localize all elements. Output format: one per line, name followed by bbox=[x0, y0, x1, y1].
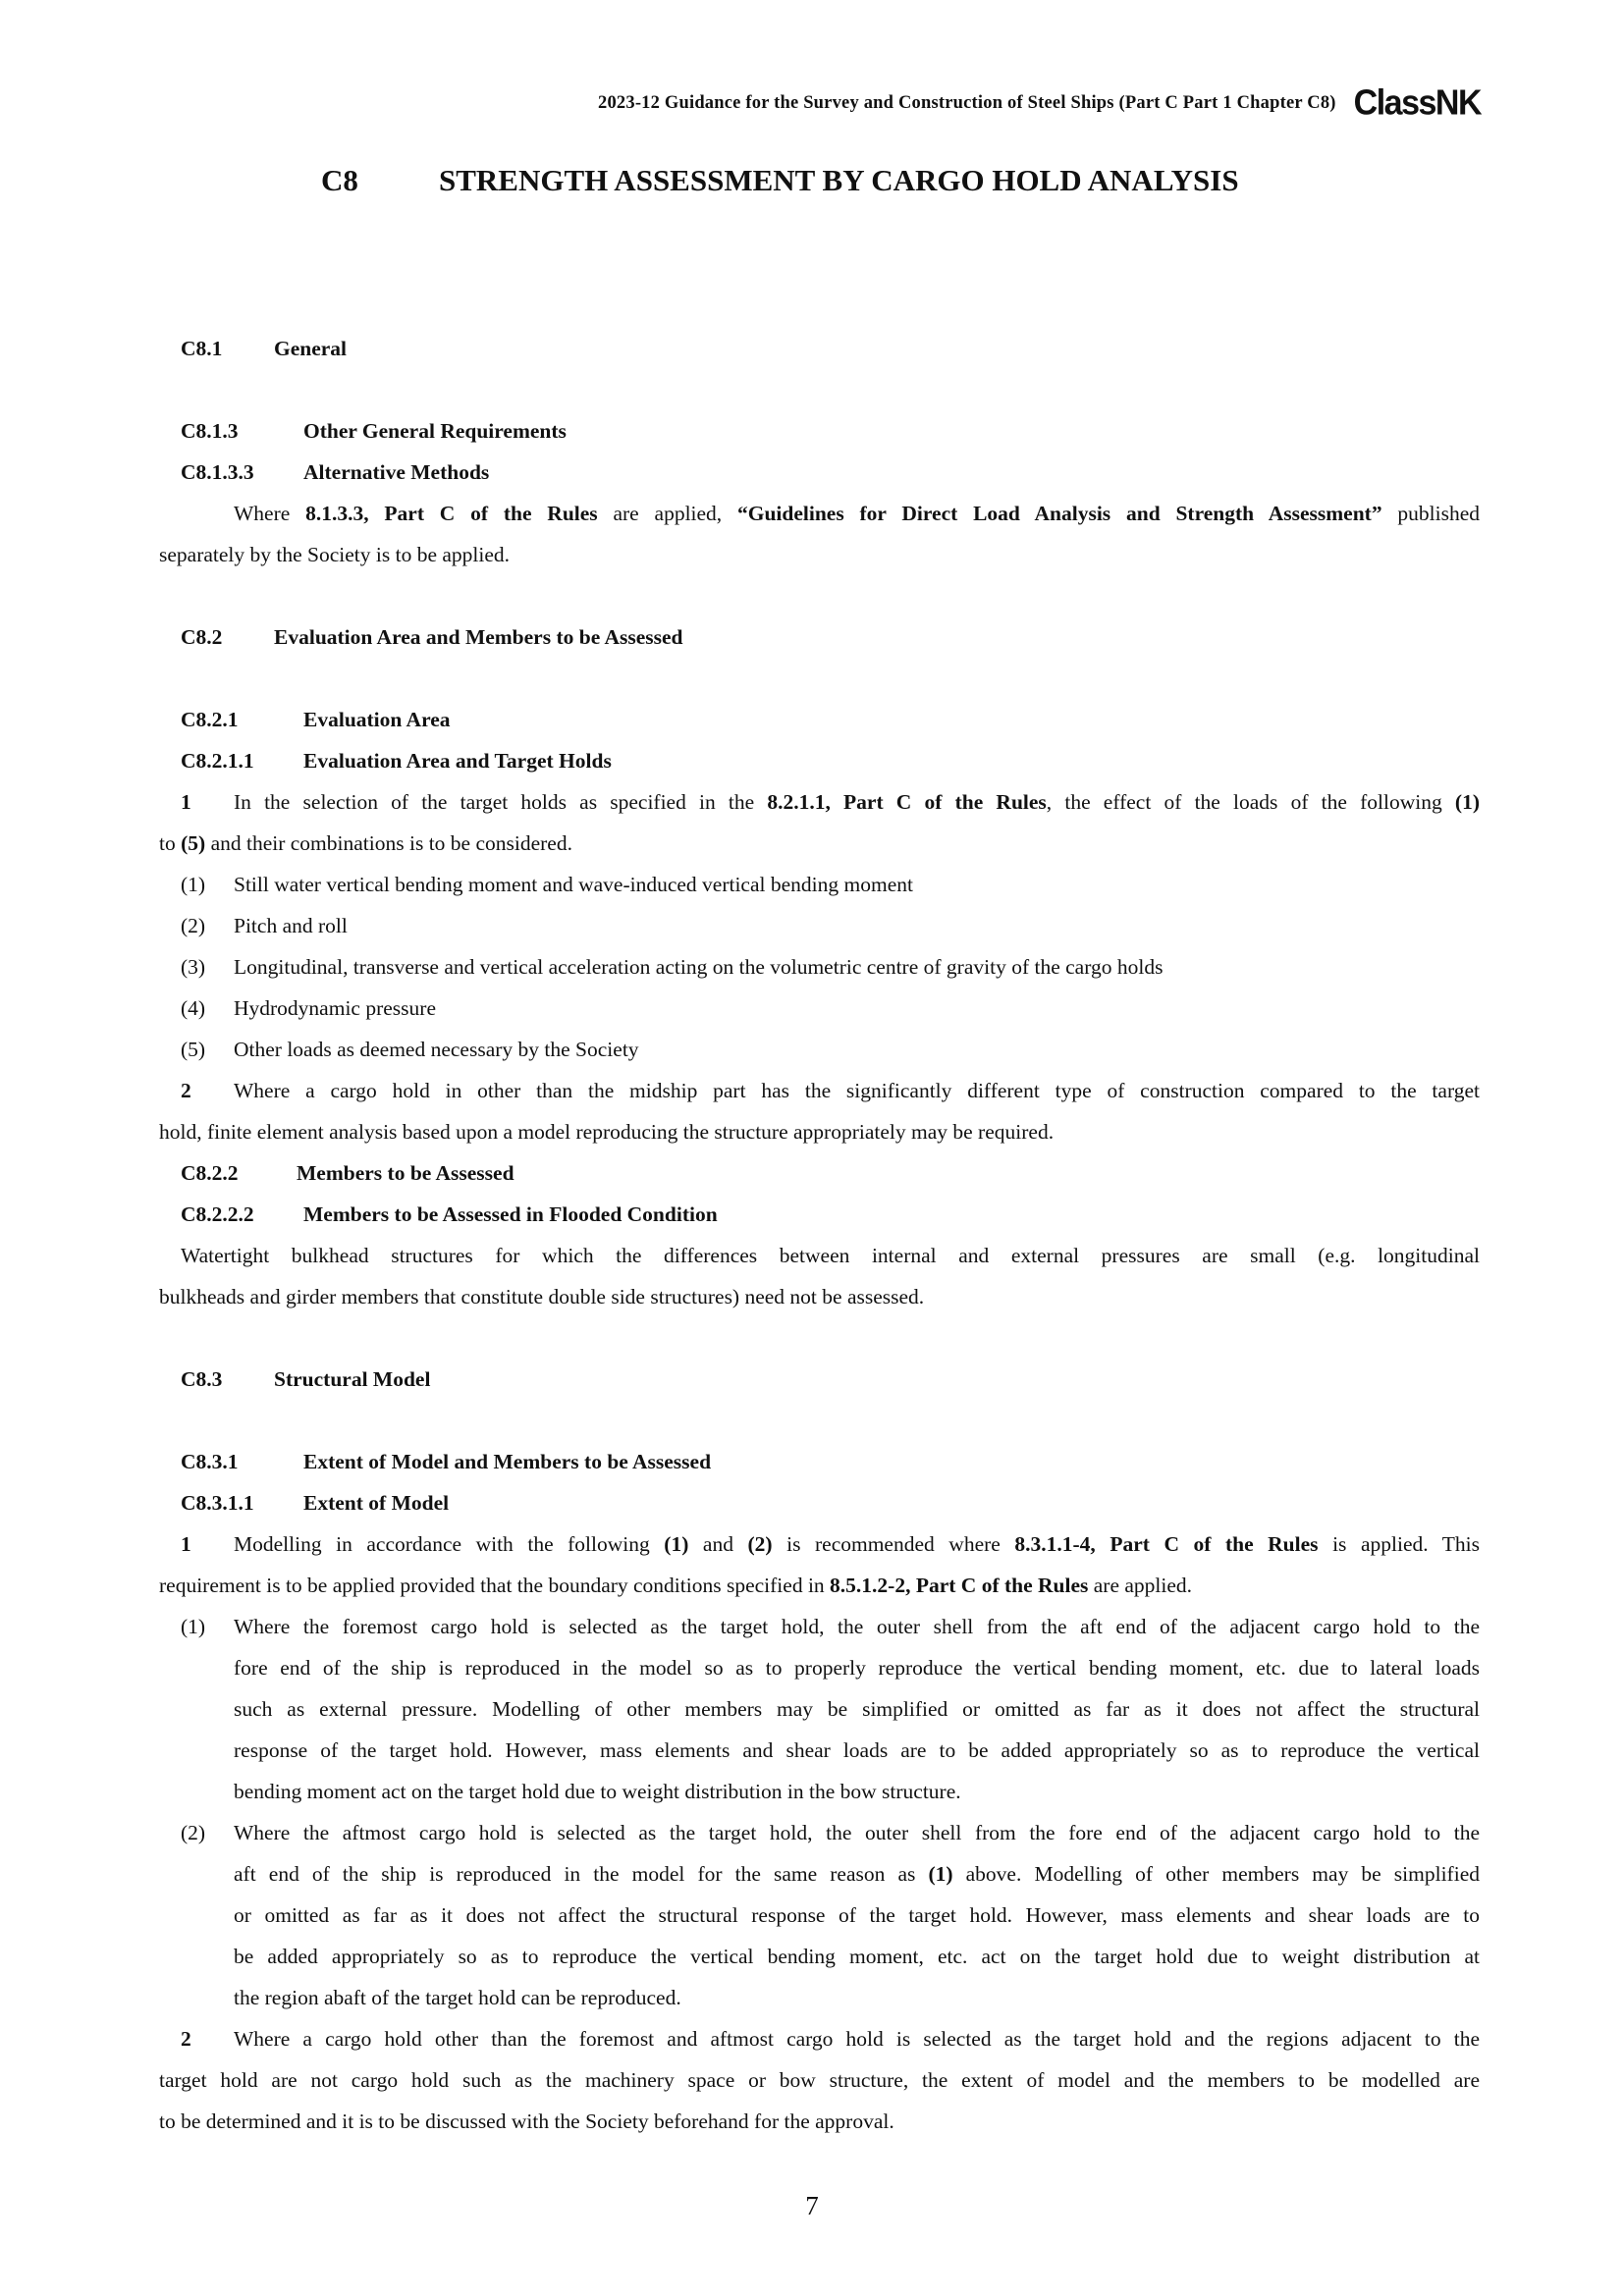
section-number: C8.1 bbox=[181, 337, 223, 360]
section-number: C8.3.1 bbox=[181, 1450, 239, 1473]
list-item-line: fore end of the ship is reproduced in the model so as to properly reproduce the vertical bending moment, etc. due to lateral loads bbox=[234, 1656, 1480, 1680]
section-heading-c8-2-2 bbox=[181, 1159, 1501, 1187]
section-title: Evaluation Area and Target Holds bbox=[303, 749, 612, 773]
list-item-line: or omitted as far as it does not affect the structural response of the target hold. However, mass elements and shear loads are to bbox=[234, 1903, 1480, 1927]
list-item: (4) Hydrodynamic pressure bbox=[181, 996, 436, 1020]
section-heading-c8-1-3-3 bbox=[181, 458, 1501, 486]
section-number: C8.2.1 bbox=[181, 708, 239, 731]
section-title: Members to be Assessed in Flooded Condition bbox=[303, 1202, 718, 1226]
list-item-line: bending moment act on the target hold due to weight distribution in the bow structure. bbox=[234, 1780, 961, 1803]
running-header bbox=[598, 84, 1481, 123]
chapter-title bbox=[0, 163, 1624, 206]
running-title: 2023-12 Guidance for the Survey and Construction of Steel Ships (Part C Part 1 Chapter C8) bbox=[598, 93, 1336, 113]
list-item-line: the region abaft of the target hold can be reproduced. bbox=[234, 1986, 681, 2009]
list-item: (3) Longitudinal, transverse and vertical acceleration acting on the volumetric centre of gravity of the cargo holds bbox=[181, 955, 1164, 979]
paragraph-line: Watertight bulkhead structures for which the differences between internal and external pressures are small (e.g. longitudinal bbox=[181, 1244, 1480, 1267]
section-heading-c8-2-1-1 bbox=[181, 747, 1501, 774]
list-item-number: (2) bbox=[181, 1821, 206, 1844]
paragraph-line: Where a cargo hold in other than the midship part has the significantly different type of construction compared to the target bbox=[234, 1079, 1480, 1102]
paragraph-number: 1 bbox=[181, 1532, 191, 1556]
section-number: C8.1.3.3 bbox=[181, 460, 254, 484]
section-number: C8.2.2 bbox=[181, 1161, 239, 1185]
section-heading-c8-2-2-2 bbox=[181, 1201, 1501, 1228]
section-title: Evaluation Area and Members to be Assessed bbox=[274, 625, 683, 649]
section-title: Members to be Assessed bbox=[297, 1161, 514, 1185]
list-item-number: (1) bbox=[181, 1615, 206, 1638]
paragraph-line: Where a cargo hold other than the foremost and aftmost cargo hold is selected as the target hold and the regions adjacent to the bbox=[234, 2027, 1480, 2051]
section-title: General bbox=[274, 337, 348, 360]
list-item-line: be added appropriately so as to reproduce the vertical bending moment, etc. act on the target hold due to weight distribution at bbox=[234, 1945, 1480, 1968]
section-number: C8.2.1.1 bbox=[181, 749, 254, 773]
paragraph-line: In the selection of the target holds as specified in the 8.2.1.1, Part C of the Rules, the effect of the loads of the following (1) bbox=[234, 790, 1480, 814]
paragraph-line: to (5) and their combinations is to be considered. bbox=[159, 831, 572, 855]
paragraph-line: Modelling in accordance with the following (1) and (2) is recommended where 8.3.1.1-4, Part C of the Rules is applied. This bbox=[234, 1532, 1480, 1556]
paragraph-line: target hold are not cargo hold such as the machinery space or bow structure, the extent of model and the members to be modelled are bbox=[159, 2068, 1480, 2092]
classnk-logo: ClassNK bbox=[1353, 83, 1481, 123]
section-heading-c8-1-3 bbox=[181, 417, 1501, 445]
section-number: C8.2.2.2 bbox=[181, 1202, 254, 1226]
section-heading-c8-3-1-1 bbox=[181, 1489, 1501, 1517]
paragraph-line: separately by the Society is to be applied. bbox=[159, 543, 511, 566]
page-number: 7 bbox=[805, 2191, 819, 2220]
paragraph-line: Where 8.1.3.3, Part C of the Rules are applied, “Guidelines for Direct Load Analysis and Strength Assessment” published bbox=[234, 502, 1480, 525]
chapter-number: C8 bbox=[321, 163, 358, 197]
section-number: C8.1.3 bbox=[181, 419, 239, 443]
section-number: C8.2 bbox=[181, 625, 223, 649]
list-item: (2) Pitch and roll bbox=[181, 914, 348, 937]
section-title: Structural Model bbox=[274, 1367, 431, 1391]
paragraph-line: requirement is to be applied provided that the boundary conditions specified in 8.5.1.2-2, Part C of the Rules are applied. bbox=[159, 1574, 1193, 1597]
list-item-line: aft end of the ship is reproduced in the model for the same reason as (1) above. Modelling of other members may be simplified bbox=[234, 1862, 1480, 1886]
section-number: C8.3 bbox=[181, 1367, 223, 1391]
section-title: Other General Requirements bbox=[303, 419, 567, 443]
paragraph-line: hold, finite element analysis based upon a model reproducing the structure appropriately may be required. bbox=[159, 1120, 1055, 1144]
section-title: Extent of Model and Members to be Assessed bbox=[303, 1450, 712, 1473]
list-item: (1) Still water vertical bending moment and wave-induced vertical bending moment bbox=[181, 873, 913, 896]
section-heading-c8-2-1 bbox=[181, 706, 1501, 733]
list-item: (5) Other loads as deemed necessary by the Society bbox=[181, 1038, 639, 1061]
section-title: Alternative Methods bbox=[303, 460, 490, 484]
list-item-line: Where the aftmost cargo hold is selected as the target hold, the outer shell from the fore end of the adjacent cargo hold to the bbox=[234, 1821, 1480, 1844]
section-heading-c8-1 bbox=[181, 335, 1501, 362]
section-title: Extent of Model bbox=[303, 1491, 450, 1515]
paragraph-line: to be determined and it is to be discussed with the Society beforehand for the approval. bbox=[159, 2109, 894, 2133]
list-item-line: such as external pressure. Modelling of other members may be simplified or omitted as far as it does not affect the structural bbox=[234, 1697, 1480, 1721]
chapter-title-text: STRENGTH ASSESSMENT BY CARGO HOLD ANALYSIS bbox=[439, 163, 1239, 197]
paragraph-line: bulkheads and girder members that constitute double side structures) need not be assessed. bbox=[159, 1285, 925, 1308]
section-heading-c8-2 bbox=[181, 623, 1501, 651]
list-item-line: response of the target hold. However, mass elements and shear loads are to be added appropriately so as to reproduce the vertical bbox=[234, 1738, 1480, 1762]
paragraph-number: 1 bbox=[181, 790, 191, 814]
section-heading-c8-3-1 bbox=[181, 1448, 1501, 1475]
paragraph-number: 2 bbox=[181, 2027, 191, 2051]
list-item-line: Where the foremost cargo hold is selected as the target hold, the outer shell from the aft end of the adjacent cargo hold to the bbox=[234, 1615, 1480, 1638]
section-title: Evaluation Area bbox=[303, 708, 451, 731]
section-heading-c8-3 bbox=[181, 1365, 1501, 1393]
paragraph-number: 2 bbox=[181, 1079, 191, 1102]
section-number: C8.3.1.1 bbox=[181, 1491, 254, 1515]
